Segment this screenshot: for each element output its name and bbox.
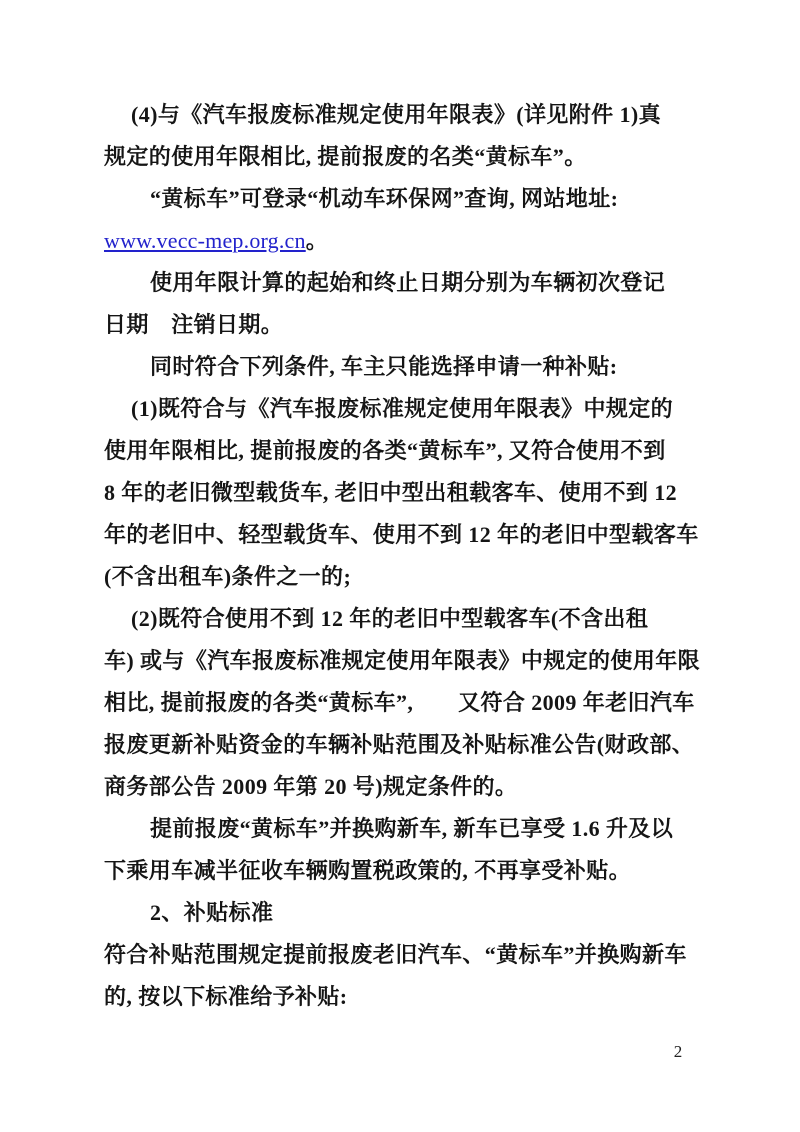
paragraph-line: 同时符合下列条件, 车主只能选择申请一种补贴:: [150, 354, 618, 379]
paragraph-line: (4)与《汽车报废标准规定使用年限表》(详见附件 1)真: [131, 102, 662, 127]
paragraph-line: 日期 注销日期。: [104, 312, 284, 337]
paragraph-line: [104, 220, 700, 262]
paragraph-line: (2)既符合使用不到 12 年的老旧中型载客车(不含出租: [131, 606, 649, 631]
paragraph-line: (1)既符合与《汽车报废标准规定使用年限表》中规定的: [131, 396, 674, 421]
paragraph-line: 规定的使用年限相比, 提前报废的名类“黄标车”。: [104, 144, 587, 169]
website-link[interactable]: www.vecc-mep.org.cn: [104, 228, 306, 253]
paragraph-line: 8 年的老旧微型载货车, 老旧中型出租载客车、使用不到 12: [104, 480, 678, 505]
paragraph-line: 的, 按以下标准给予补贴:: [104, 984, 348, 1009]
document-body: [104, 94, 700, 1018]
paragraph-line: 年的老旧中、轻型载货车、使用不到 12 年的老旧中型载客车: [104, 522, 699, 547]
paragraph-line: 提前报废“黄标车”并换购新车, 新车已享受 1.6 升及以: [150, 816, 674, 841]
paragraph-line: 商务部公告 2009 年第 20 号)规定条件的。: [104, 774, 518, 799]
paragraph-line: 相比, 提前报废的各类“黄标车”, 又符合 2009 年老旧汽车: [104, 690, 695, 715]
link-suffix-punctuation: 。: [305, 228, 329, 253]
paragraph-line: 报废更新补贴资金的车辆补贴范围及补贴标准公告(财政部、: [104, 732, 695, 757]
paragraph-line: 符合补贴范围规定提前报废老旧汽车、“黄标车”并换购新车: [104, 942, 687, 967]
paragraph-line: 使用年限计算的起始和终止日期分别为车辆初次登记: [150, 270, 666, 295]
paragraph-line: 车) 或与《汽车报废标准规定使用年限表》中规定的使用年限: [104, 648, 701, 673]
paragraph-line: 使用年限相比, 提前报废的各类“黄标车”, 又符合使用不到: [104, 438, 666, 463]
paragraph-line: “黄标车”可登录“机动车环保网”查询, 网站地址:: [150, 186, 619, 211]
page-number: 2: [673, 1042, 683, 1061]
paragraph-line: 下乘用车减半征收车辆购置税政策的, 不再享受补贴。: [104, 858, 632, 883]
section-heading: 2、补贴标准: [150, 900, 274, 925]
paragraph-line: (不含出租车)条件之一的;: [104, 564, 352, 589]
